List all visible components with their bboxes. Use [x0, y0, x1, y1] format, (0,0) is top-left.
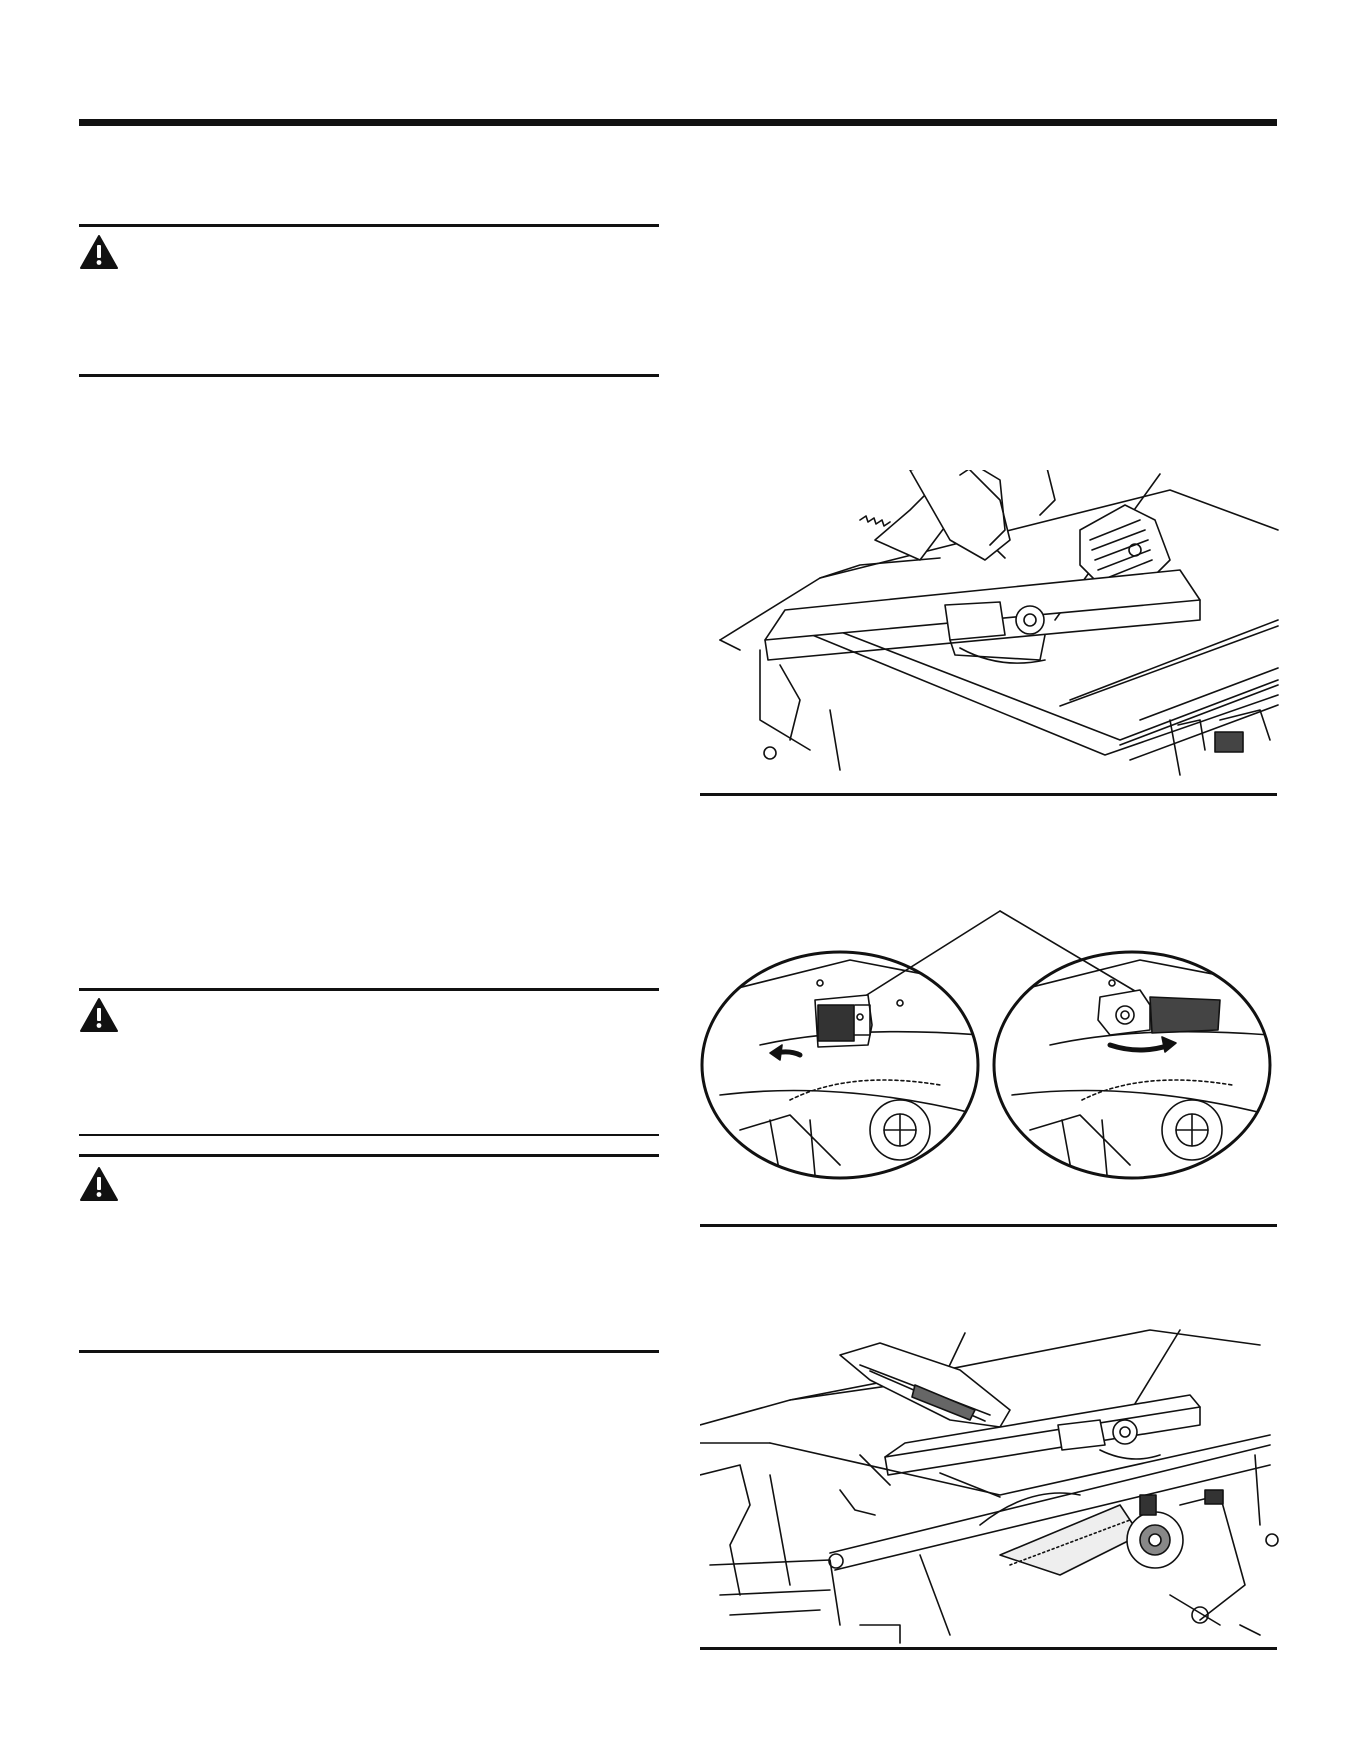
miter-gauge-rip-fence-figure: [700, 1325, 1280, 1645]
miter-gauge-lock-lever-figure: [700, 905, 1280, 1185]
warning-triangle-icon: [79, 997, 119, 1033]
warning-box-3-bottom-rule: [79, 1350, 659, 1353]
warning-box-3-top-rule: [79, 1154, 659, 1157]
miter-gauge-crosscut-figure: [700, 470, 1280, 785]
figure-2-caption-rule: [700, 1224, 1277, 1227]
warning-box-1-bottom-rule: [79, 374, 659, 377]
warning-triangle-icon: [79, 234, 119, 270]
warning-box-2-top-rule: [79, 988, 659, 991]
warning-triangle-icon: [79, 1166, 119, 1202]
warning-box-1-top-rule: [79, 224, 659, 227]
header-rule: [79, 119, 1277, 126]
figure-3-caption-rule: [700, 1647, 1277, 1650]
figure-1-caption-rule: [700, 793, 1277, 796]
warning-box-2-bottom-rule: [79, 1134, 659, 1136]
